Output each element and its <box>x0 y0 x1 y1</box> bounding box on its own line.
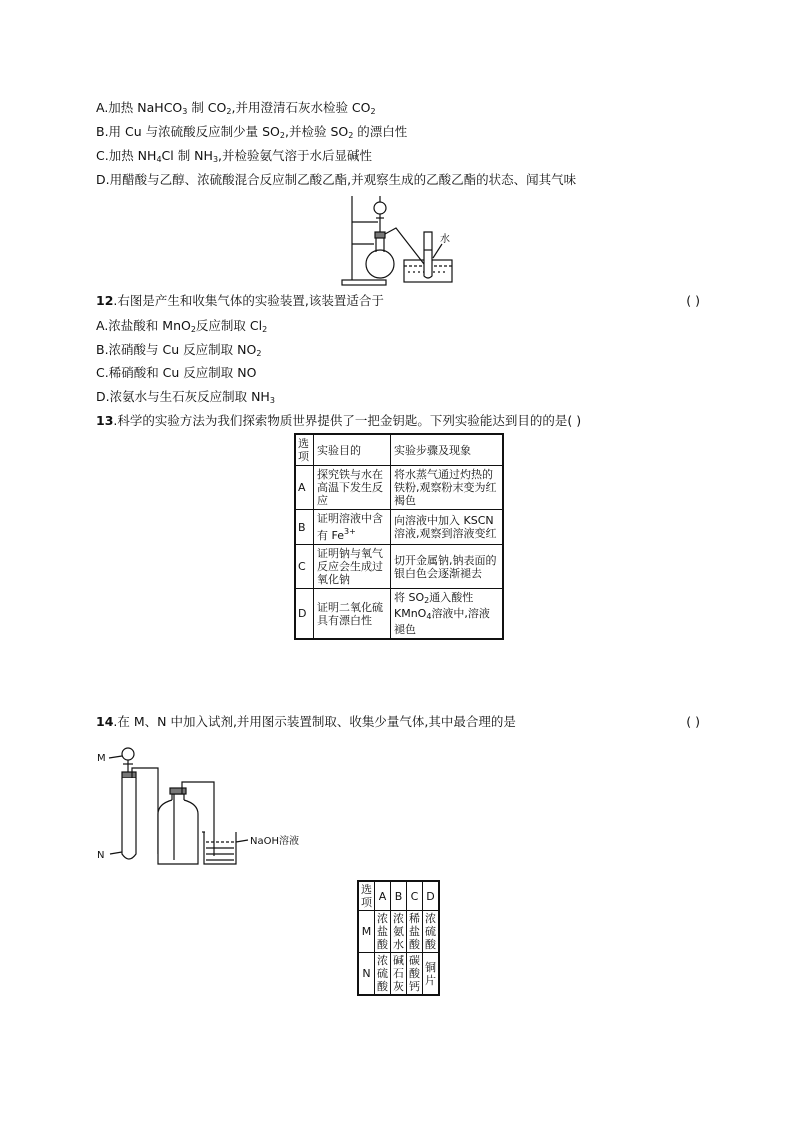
q13-stem: 13.科学的实验方法为我们探索物质世界提供了一把金钥匙。下列实验能达到目的的是( ) <box>96 413 582 428</box>
table-cell: 实验目的 <box>314 434 391 466</box>
table-cell: 实验步骤及现象 <box>391 434 504 466</box>
q14-stem: 14.在 M、N 中加入试剂,并用图示装置制取、收集少量气体,其中最合理的是 ( ) <box>96 714 700 729</box>
table-row <box>295 545 503 589</box>
q12-option-d: D.浓氨水与生石灰反应制取 $NH_3$ <box>96 389 275 405</box>
q13-table <box>294 433 504 640</box>
table-cell: M <box>358 911 375 953</box>
table-cell: D <box>423 881 440 911</box>
table-cell: 切开金属钠,钠表面的银白色会逐渐褪去 <box>391 545 504 589</box>
q12-answer-paren: ( ) <box>686 293 700 308</box>
table-cell: 证明溶液中含有 $Fe^{3+}$ <box>314 510 391 545</box>
table-row <box>295 466 503 510</box>
table-cell: A <box>295 466 314 510</box>
table-row <box>358 953 439 996</box>
q14-apparatus-figure <box>92 742 312 868</box>
table-cell: 浓硫酸 <box>423 911 440 953</box>
q14-figure-label-m: M <box>97 753 106 764</box>
table-cell: C <box>407 881 423 911</box>
table-cell: B <box>295 510 314 545</box>
table-cell: 将水蒸气通过灼热的铁粉,观察粉末变为红褐色 <box>391 466 504 510</box>
table-cell: 浓硫酸 <box>375 953 391 996</box>
table-cell: 选项 <box>358 881 375 911</box>
q12-apparatus-figure <box>338 192 462 288</box>
q12-option-a: A.浓盐酸和 MnO$_2$反应制取 $Cl_2$ <box>96 318 268 334</box>
table-cell: C <box>295 545 314 589</box>
table-cell: 向溶液中加入 KSCN 溶液,观察到溶液变红 <box>391 510 504 545</box>
q11-option-c: C.加热 $NH_4Cl$ 制 $NH_3$,并检验氨气溶于水后显碱性 <box>96 148 373 164</box>
q11-option-a: A.加热 NaHCO$_3$ 制 $CO_2$,并用澄清石灰水检验 $CO_2$ <box>96 100 376 116</box>
table-cell: 浓氨水 <box>391 911 407 953</box>
table-cell: 探究铁与水在高温下发生反应 <box>314 466 391 510</box>
q14-figure-label-naoh: NaOH溶液 <box>250 836 299 847</box>
q12-option-c: C.稀硝酸和 Cu 反应制取 NO <box>96 365 257 380</box>
table-cell: 铜片 <box>423 953 440 996</box>
table-cell: 碳酸钙 <box>407 953 423 996</box>
table-cell: 稀盐酸 <box>407 911 423 953</box>
table-row <box>295 510 503 545</box>
table-cell: B <box>391 881 407 911</box>
q11-option-b: B.用 Cu 与浓硫酸反应制少量 $SO_2$,并检验 $SO_2$ 的漂白性 <box>96 124 408 140</box>
table-cell: 证明二氧化硫具有漂白性 <box>314 589 391 640</box>
table-row <box>358 911 439 953</box>
table-row <box>358 881 439 911</box>
table-cell: A <box>375 881 391 911</box>
table-cell: 将 $SO_2$通入酸性 KMnO$_4$溶液中,溶液褪色 <box>391 589 504 640</box>
table-cell: 碱石灰 <box>391 953 407 996</box>
q14-figure-label-n: N <box>97 850 105 861</box>
table-row <box>295 589 503 640</box>
table-cell: 证明钠与氧气反应会生成过氧化钠 <box>314 545 391 589</box>
table-cell: 浓盐酸 <box>375 911 391 953</box>
table-row <box>295 434 503 466</box>
q11-option-d: D.用醋酸与乙醇、浓硫酸混合反应制乙酸乙酯,并观察生成的乙酸乙酯的状态、闻其气味 <box>96 172 577 187</box>
q12-figure-label-water: 水 <box>440 234 450 245</box>
table-cell: 选项 <box>295 434 314 466</box>
q14-answer-paren: ( ) <box>686 714 700 729</box>
q12-option-b: B.浓硝酸与 Cu 反应制取 $NO_2$ <box>96 342 262 358</box>
q12-stem: 12.右图是产生和收集气体的实验装置,该装置适合于 ( ) <box>96 293 700 308</box>
table-cell: N <box>358 953 375 996</box>
table-cell: D <box>295 589 314 640</box>
q14-table <box>357 880 440 996</box>
